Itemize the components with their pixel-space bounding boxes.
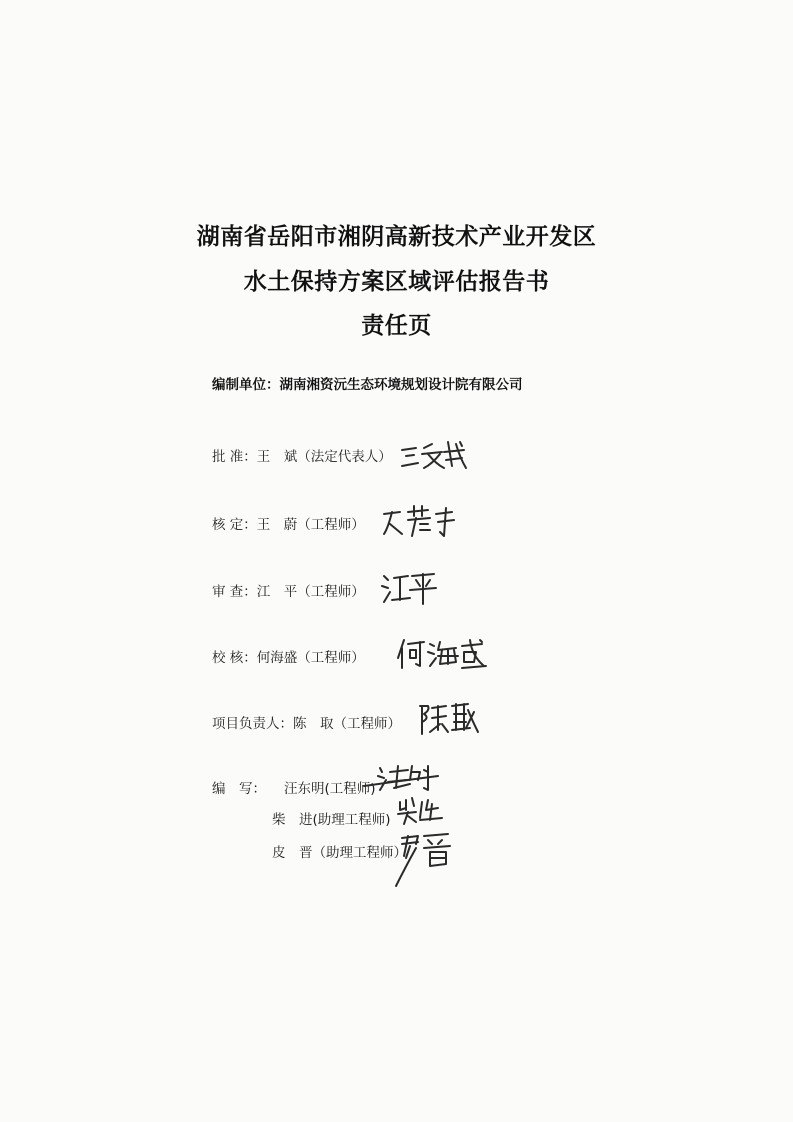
person-title: （法定代表人）	[297, 449, 392, 465]
title-line-1: 湖南省岳阳市湘阴高新技术产业开发区	[196, 223, 597, 250]
role-label: 校 核：	[212, 650, 257, 666]
project-lead-row	[212, 712, 401, 732]
person-title: （工程师）	[297, 584, 365, 600]
signature-reviewer	[380, 504, 458, 540]
signature-writer-2	[396, 796, 448, 828]
person-name: 皮 晋	[272, 845, 313, 861]
role-label: 批 准：	[212, 449, 257, 465]
role-label: 核 定：	[212, 517, 257, 533]
role-label: 编 写：	[212, 781, 266, 797]
role-label: 项目负责人：	[212, 716, 293, 732]
person-title: (助理工程师)	[312, 812, 391, 828]
person-title: （工程师）	[297, 517, 365, 533]
signature-proofreader	[394, 636, 490, 674]
signature-writer-1	[362, 762, 442, 796]
organization-name: 湖南湘资沅生态环境规划设计院有限公司	[279, 377, 523, 393]
signature-project-lead	[416, 700, 482, 740]
person-name: 陈 取	[293, 716, 334, 732]
writer-row-3	[272, 841, 407, 861]
approver-row	[212, 445, 392, 465]
writer-row-2	[272, 808, 391, 828]
checker-row	[212, 580, 365, 600]
person-title: （助理工程师）	[312, 845, 407, 861]
writer-row-1	[212, 777, 376, 797]
person-title: （工程师）	[333, 716, 401, 732]
reviewer-row	[212, 513, 365, 533]
person-name: 汪东明	[284, 781, 325, 797]
person-name: 何海盛	[256, 650, 298, 666]
title-line-2: 水土保持方案区域评估报告书	[243, 268, 550, 295]
person-name: 江 平	[256, 584, 298, 600]
person-name: 王 斌	[256, 449, 298, 465]
signature-checker	[378, 570, 438, 606]
proofreader-row	[212, 646, 365, 666]
signature-writer-3	[388, 830, 458, 890]
title-line-3: 责任页	[361, 312, 432, 339]
person-name: 柴 进	[272, 812, 313, 828]
person-title: （工程师）	[297, 650, 365, 666]
person-name: 王 蔚	[256, 517, 298, 533]
person-title: (工程师)	[324, 781, 376, 797]
organization-line	[212, 373, 523, 393]
organization-label: 编制单位：	[212, 377, 280, 393]
signature-approver	[398, 438, 468, 472]
role-label: 审 查：	[212, 584, 257, 600]
